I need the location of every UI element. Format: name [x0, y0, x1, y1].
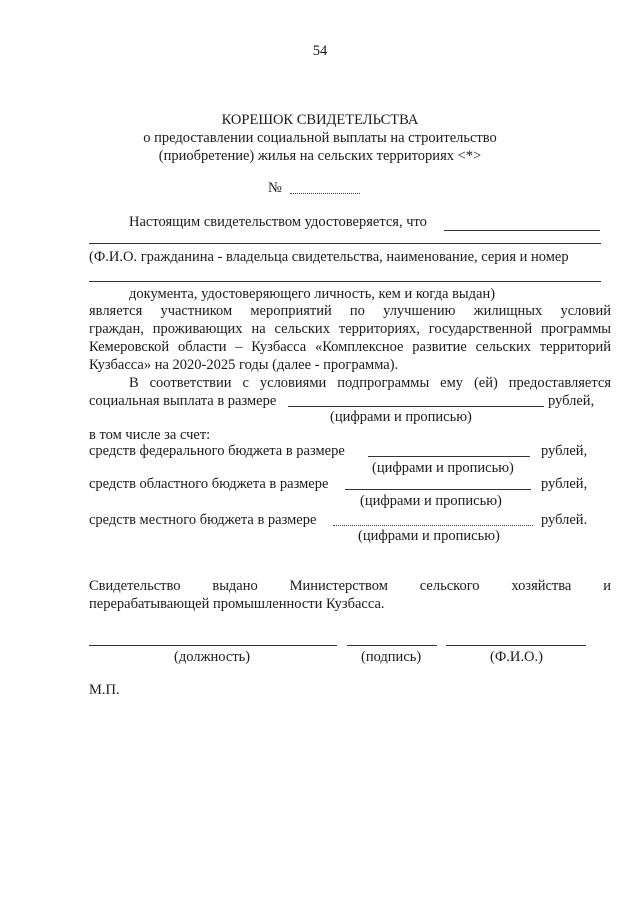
issued-word: Свидетельство — [89, 578, 181, 594]
issued-word: сельского — [419, 578, 480, 594]
federal-label: средств федерального бюджета в размере — [89, 443, 345, 459]
including-label: в том числе за счет: — [89, 427, 211, 443]
federal-rubles: рублей, — [541, 443, 588, 459]
fio-blank-line — [89, 243, 601, 244]
signature-blank — [347, 645, 437, 646]
issued-line2: перерабатывающей промышленности Кузбасса. — [89, 596, 385, 612]
regional-label: средств областного бюджета в размере — [89, 476, 329, 492]
para1-line3: Кемеровской области – Кузбасса «Комплексное развитие сельских территорий — [89, 339, 611, 355]
document-blank-line — [89, 281, 601, 282]
local-label: средств местного бюджета в размере — [89, 512, 317, 528]
local-amount-blank — [333, 525, 533, 526]
position-blank — [89, 645, 337, 646]
signer-fio-caption: (Ф.И.О.) — [490, 649, 543, 665]
number-blank — [290, 193, 360, 194]
federal-amount-caption: (цифрами и прописью) — [372, 460, 514, 476]
local-amount-caption: (цифрами и прописью) — [358, 528, 500, 544]
payment-label: социальная выплата в размере — [89, 393, 277, 409]
document-title: КОРЕШОК СВИДЕТЕЛЬСТВА — [221, 112, 419, 128]
recipient-blank — [444, 230, 600, 231]
page-number: 54 — [312, 43, 328, 59]
document-caption: документа, удостоверяющего личность, кем и когда выдан) — [129, 286, 496, 302]
issued-line1 — [89, 578, 611, 595]
payment-amount-blank — [288, 406, 544, 407]
para1-line2: граждан, проживающих на сельских территориях, государственной программы — [89, 321, 611, 337]
signer-fio-blank — [446, 645, 586, 646]
stamp-label: М.П. — [89, 682, 120, 698]
signature-caption: (подпись) — [361, 649, 422, 665]
position-caption: (должность) — [174, 649, 251, 665]
regional-rubles: рублей, — [541, 476, 588, 492]
issued-word: хозяйства — [511, 578, 572, 594]
issued-word: и — [603, 578, 611, 594]
local-rubles: рублей. — [541, 512, 588, 528]
document-subtitle-line1: о предоставлении социальной выплаты на строительство — [143, 130, 497, 146]
payment-rubles: рублей, — [548, 393, 595, 409]
regional-amount-blank — [345, 489, 531, 490]
certify-text: Настоящим свидетельством удостоверяется, что — [129, 214, 427, 230]
issued-word: Министерством — [289, 578, 388, 594]
para1-line1: является участником мероприятий по улучшению жилищных условий — [89, 303, 611, 319]
number-label: № — [268, 180, 282, 196]
federal-amount-blank — [368, 456, 530, 457]
para1-line4: Кузбасса» на 2020-2025 годы (далее - программа). — [89, 357, 399, 373]
regional-amount-caption: (цифрами и прописью) — [360, 493, 502, 509]
payment-amount-caption: (цифрами и прописью) — [330, 409, 472, 425]
fio-caption: (Ф.И.О. гражданина - владельца свидетельства, наименование, серия и номер — [89, 249, 569, 265]
document-subtitle-line2: (приобретение) жилья на сельских территориях <*> — [158, 148, 482, 164]
para2-line1: В соответствии с условиями подпрограммы ему (ей) предоставляется — [129, 375, 611, 391]
issued-word: выдано — [212, 578, 258, 594]
